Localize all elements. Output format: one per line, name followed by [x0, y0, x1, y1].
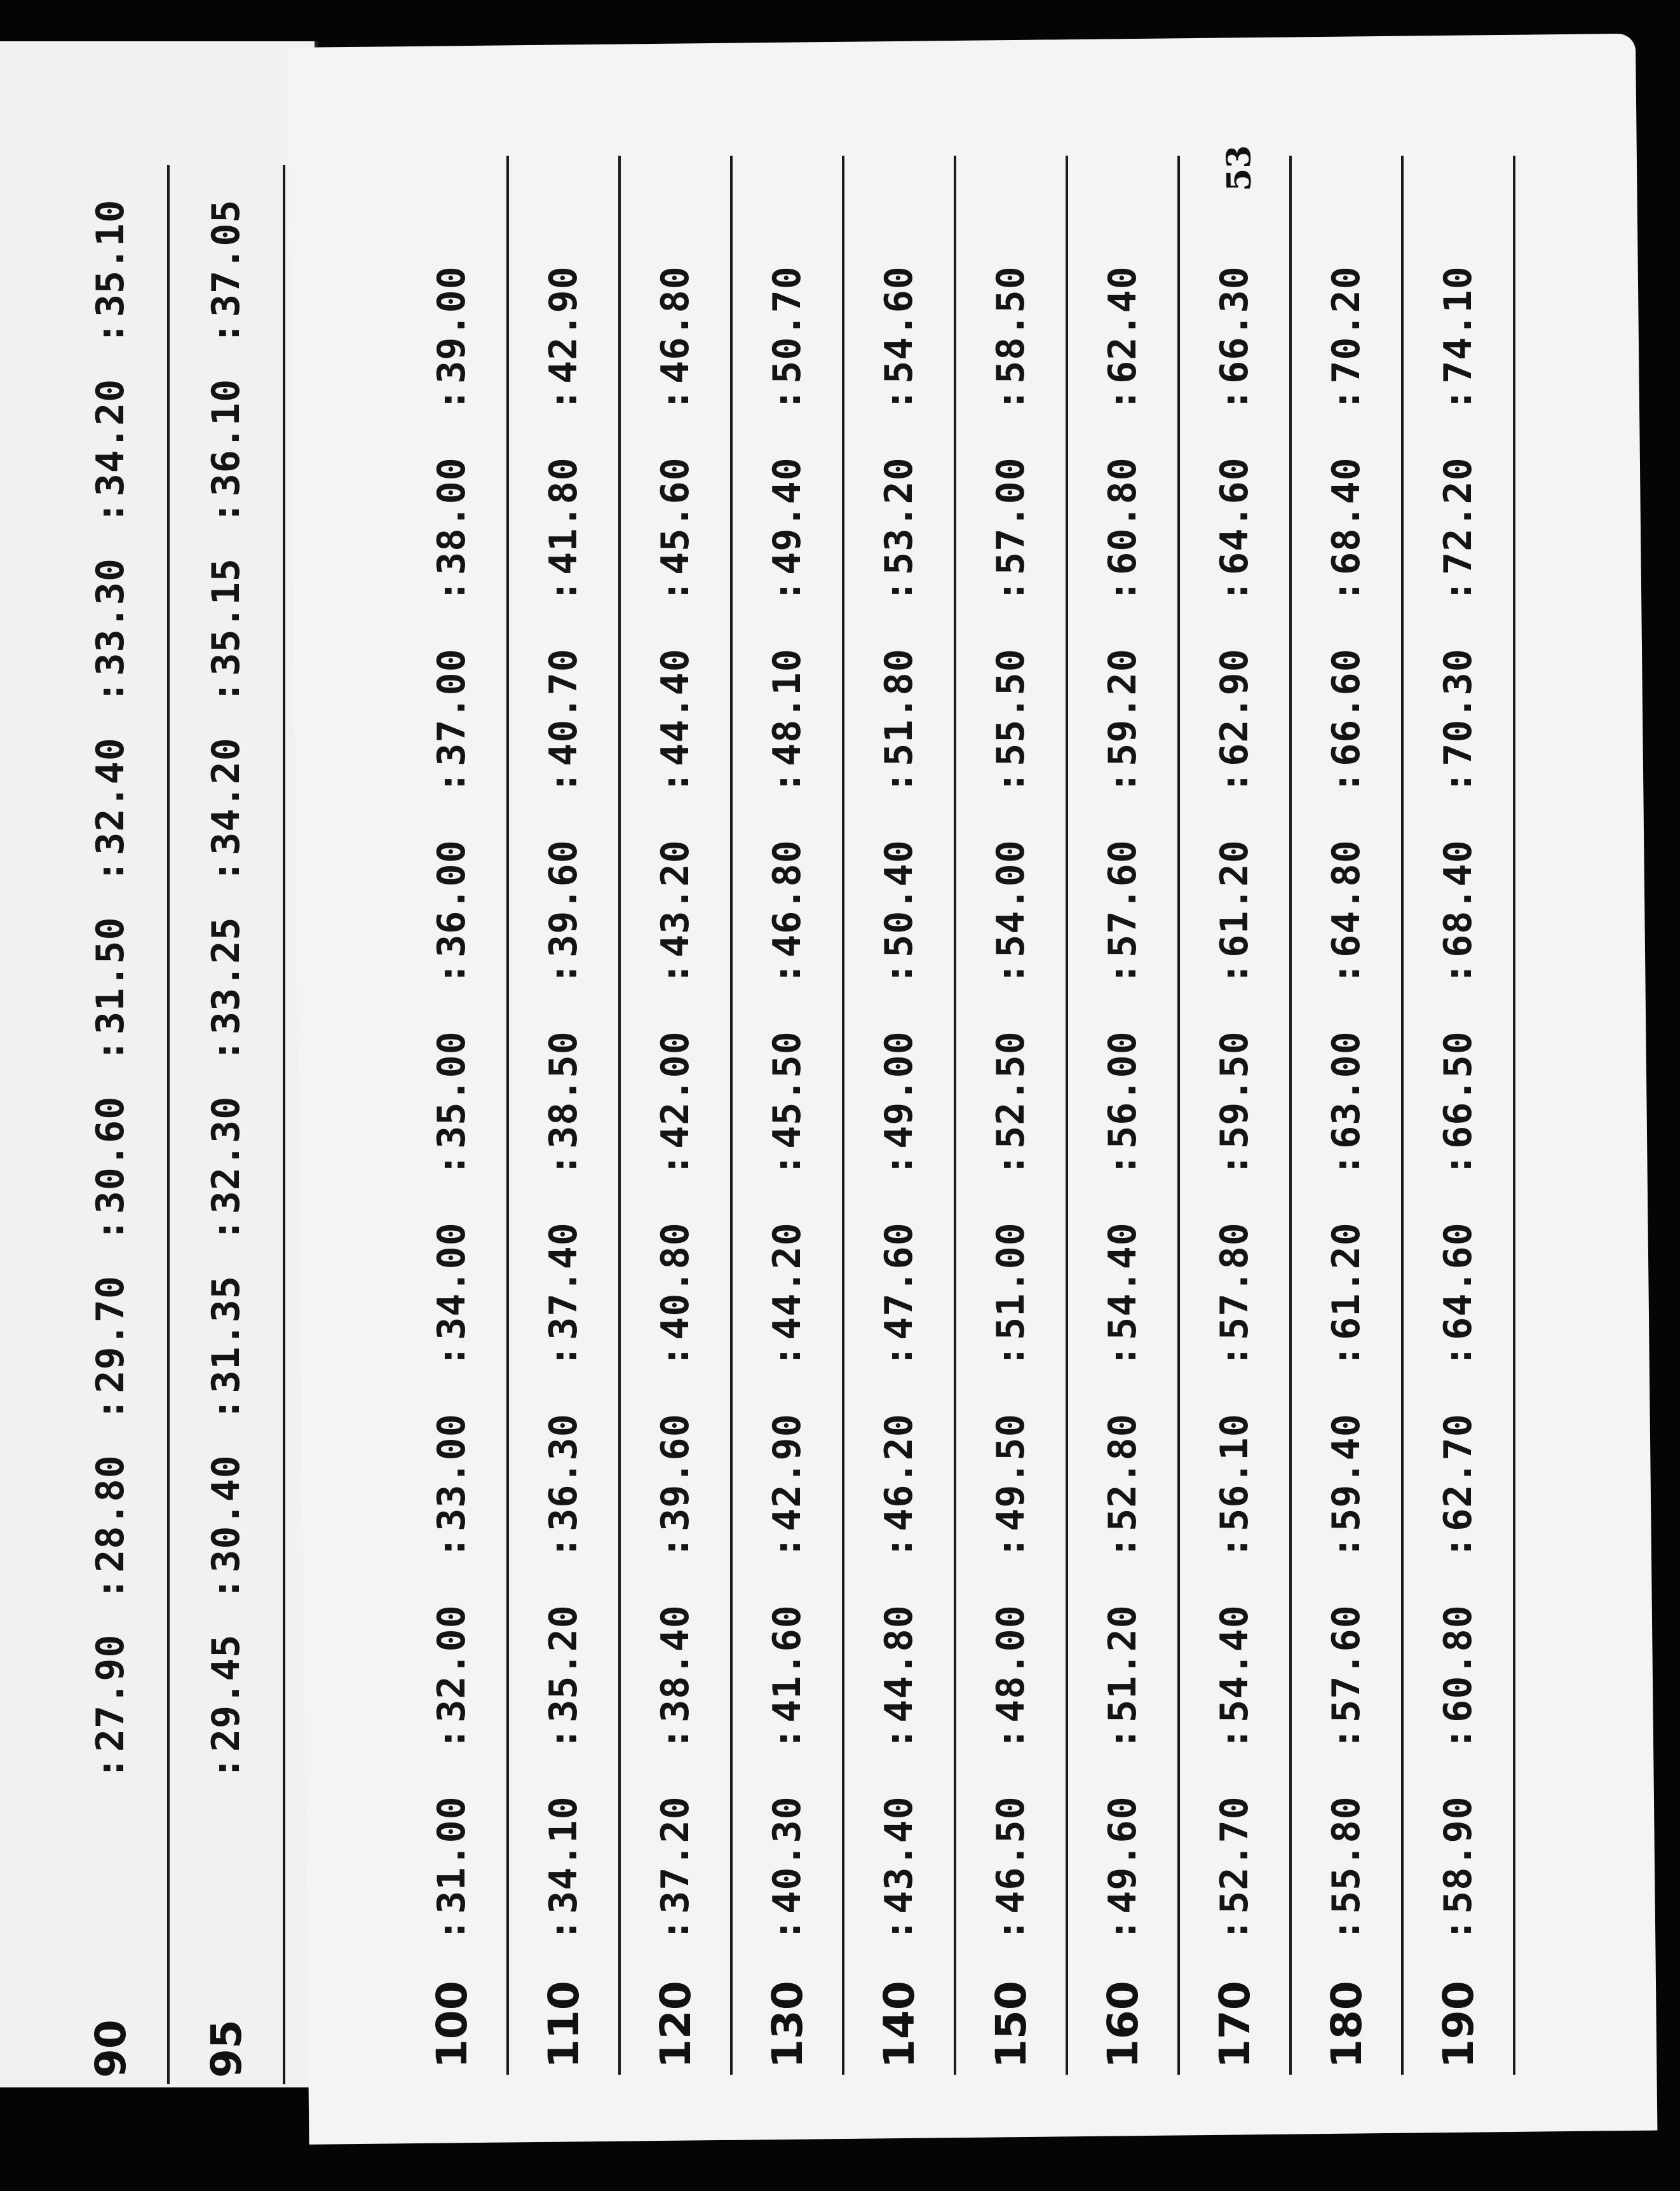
table-cell: : 68.40 — [1436, 794, 1480, 985]
table-cell: : 43.20 — [653, 794, 698, 985]
row-label: 140 — [874, 1981, 924, 2068]
table-cell: : 40.70 — [541, 602, 586, 794]
table-cell: : 64.60 — [1212, 411, 1257, 602]
table-cell: : 31.35 — [204, 1241, 248, 1420]
table-cell: : 34.00 — [430, 1176, 474, 1367]
table-cell: : 60.80 — [1101, 411, 1145, 602]
table-row — [170, 165, 285, 2084]
table-cell: : 53.20 — [877, 411, 921, 602]
table-cell: : 62.40 — [1101, 220, 1145, 411]
table-cell: : 64.80 — [1324, 794, 1369, 985]
table-row — [956, 156, 1068, 2075]
table-cell: : 48.00 — [989, 1559, 1033, 1750]
table-cell: : 44.20 — [765, 1176, 810, 1367]
table-cell: : 56.00 — [1101, 985, 1145, 1176]
table-cell: : 64.60 — [1436, 1176, 1480, 1367]
table-cell: : 58.90 — [1436, 1750, 1480, 1941]
table-cell: : 44.40 — [653, 602, 698, 794]
table-cell: : 70.20 — [1324, 220, 1369, 411]
row-label: 150 — [986, 1981, 1036, 2068]
table-cell: : 45.60 — [653, 411, 698, 602]
table-cell: : 59.40 — [1324, 1367, 1369, 1559]
table-row — [1292, 156, 1404, 2075]
table-cell: : 32.40 — [88, 703, 133, 883]
table-cell: : 59.20 — [1101, 602, 1145, 794]
table-cell: : 57.60 — [1324, 1559, 1369, 1750]
row-label: 110 — [539, 1981, 588, 2068]
table-cell: : 34.20 — [204, 703, 248, 883]
table-cell: : 39.60 — [653, 1367, 698, 1559]
table-cell: : 37.05 — [204, 165, 248, 344]
table-cell: : 54.40 — [1101, 1176, 1145, 1367]
table-cell: : 66.60 — [1324, 602, 1369, 794]
table-row — [844, 156, 956, 2075]
table-cell: : 35.20 — [541, 1559, 586, 1750]
table-cell: : 31.50 — [88, 883, 133, 1062]
table-cell: : 39.60 — [541, 794, 586, 985]
table-cell: : 32.00 — [430, 1559, 474, 1750]
row-label: 170 — [1210, 1981, 1259, 2068]
table-cell: : 60.80 — [1436, 1559, 1480, 1750]
table-cell: : 29.45 — [204, 1600, 248, 1779]
table-cell: : 49.60 — [1101, 1750, 1145, 1941]
table-cell: : 70.30 — [1436, 602, 1480, 794]
table-cell: : 30.40 — [204, 1421, 248, 1600]
left-page-fragment — [0, 41, 318, 2087]
table-cell: : 54.60 — [877, 220, 921, 411]
row-label: 95 — [201, 2019, 251, 2078]
table-cell: : 62.90 — [1212, 602, 1257, 794]
table-row — [733, 156, 844, 2075]
rate-table — [397, 156, 1515, 2075]
table-cell: : 43.40 — [877, 1750, 921, 1941]
table-row — [621, 156, 733, 2075]
table-cell: : 32.30 — [204, 1062, 248, 1241]
table-cell: : 51.80 — [877, 602, 921, 794]
table-cell: : 50.70 — [765, 220, 810, 411]
table-cell: : 38.50 — [541, 985, 586, 1176]
row-label: 160 — [1098, 1981, 1148, 2068]
row-label: 90 — [86, 2019, 135, 2078]
table-cell: : 46.50 — [989, 1750, 1033, 1941]
table-cell: : 51.20 — [1101, 1559, 1145, 1750]
table-cell: : 39.00 — [430, 220, 474, 411]
table-cell: : 37.40 — [541, 1176, 586, 1367]
table-cell: : 38.40 — [653, 1559, 698, 1750]
table-cell: : 40.30 — [765, 1750, 810, 1941]
table-cell: : 35.00 — [430, 985, 474, 1176]
table-cell: : 33.25 — [204, 883, 248, 1062]
table-cell: : 55.50 — [989, 602, 1033, 794]
table-cell: : 57.80 — [1212, 1176, 1257, 1367]
table-cell: : 57.60 — [1101, 794, 1145, 985]
table-cell: : 68.40 — [1324, 411, 1369, 602]
table-cell: : 41.60 — [765, 1559, 810, 1750]
page-number: 53 — [1219, 145, 1259, 192]
table-cell: : 49.50 — [989, 1367, 1033, 1559]
table-cell: : 27.90 — [88, 1600, 133, 1779]
table-cell: : 31.00 — [430, 1750, 474, 1941]
table-cell: : 59.50 — [1212, 985, 1257, 1176]
table-cell: : 51.00 — [989, 1176, 1033, 1367]
table-cell: : 40.80 — [653, 1176, 698, 1367]
table-row — [509, 156, 621, 2075]
table-cell: : 61.20 — [1212, 794, 1257, 985]
table-cell: : 52.80 — [1101, 1367, 1145, 1559]
table-cell: : 44.80 — [877, 1559, 921, 1750]
table-cell: : 54.40 — [1212, 1559, 1257, 1750]
table-cell: : 55.80 — [1324, 1750, 1369, 1941]
row-label: 100 — [427, 1981, 477, 2068]
table-cell: : 34.10 — [541, 1750, 586, 1941]
left-page-table — [54, 165, 285, 2084]
table-cell: : 49.00 — [877, 985, 921, 1176]
row-label: 130 — [762, 1981, 812, 2068]
table-cell: : 34.20 — [88, 344, 133, 524]
table-cell: : 52.50 — [989, 985, 1033, 1176]
table-cell: : 74.10 — [1436, 220, 1480, 411]
table-cell: : 28.80 — [88, 1421, 133, 1600]
table-row — [1180, 156, 1292, 2075]
table-cell: : 42.00 — [653, 985, 698, 1176]
table-cell: : 35.15 — [204, 524, 248, 703]
table-cell: : 29.70 — [88, 1241, 133, 1420]
table-cell: : 66.30 — [1212, 220, 1257, 411]
table-cell: : 50.40 — [877, 794, 921, 985]
table-cell: : 47.60 — [877, 1176, 921, 1367]
table-cell: : 36.30 — [541, 1367, 586, 1559]
row-label: 180 — [1322, 1981, 1371, 2068]
table-row — [397, 156, 509, 2075]
table-cell: : 58.50 — [989, 220, 1033, 411]
table-cell: : 42.90 — [541, 220, 586, 411]
table-cell: : 48.10 — [765, 602, 810, 794]
table-cell: : 36.10 — [204, 344, 248, 524]
row-label: 190 — [1433, 1981, 1483, 2068]
table-cell: : 52.70 — [1212, 1750, 1257, 1941]
table-cell: : 33.30 — [88, 524, 133, 703]
table-row — [1404, 156, 1515, 2075]
table-cell: : 61.20 — [1324, 1176, 1369, 1367]
table-cell: : 46.20 — [877, 1367, 921, 1559]
table-cell: : 54.00 — [989, 794, 1033, 985]
table-row — [1068, 156, 1180, 2075]
table-cell: : 49.40 — [765, 411, 810, 602]
table-row — [54, 165, 170, 2084]
table-cell: : 42.90 — [765, 1367, 810, 1559]
table-cell: : 38.00 — [430, 411, 474, 602]
table-cell: : 57.00 — [989, 411, 1033, 602]
table-cell: : 30.60 — [88, 1062, 133, 1241]
table-cell: : 35.10 — [88, 165, 133, 344]
table-cell: : 36.00 — [430, 794, 474, 985]
table-cell: : 66.50 — [1436, 985, 1480, 1176]
table-cell: : 72.20 — [1436, 411, 1480, 602]
table-cell: : 46.80 — [653, 220, 698, 411]
table-cell: : 45.50 — [765, 985, 810, 1176]
table-cell: : 33.00 — [430, 1367, 474, 1559]
table-cell: : 56.10 — [1212, 1367, 1257, 1559]
table-cell: : 37.00 — [430, 602, 474, 794]
table-cell: : 62.70 — [1436, 1367, 1480, 1559]
row-label: 120 — [651, 1981, 700, 2068]
table-cell: : 63.00 — [1324, 985, 1369, 1176]
table-cell: : 41.80 — [541, 411, 586, 602]
table-cell: : 37.20 — [653, 1750, 698, 1941]
table-cell: : 46.80 — [765, 794, 810, 985]
